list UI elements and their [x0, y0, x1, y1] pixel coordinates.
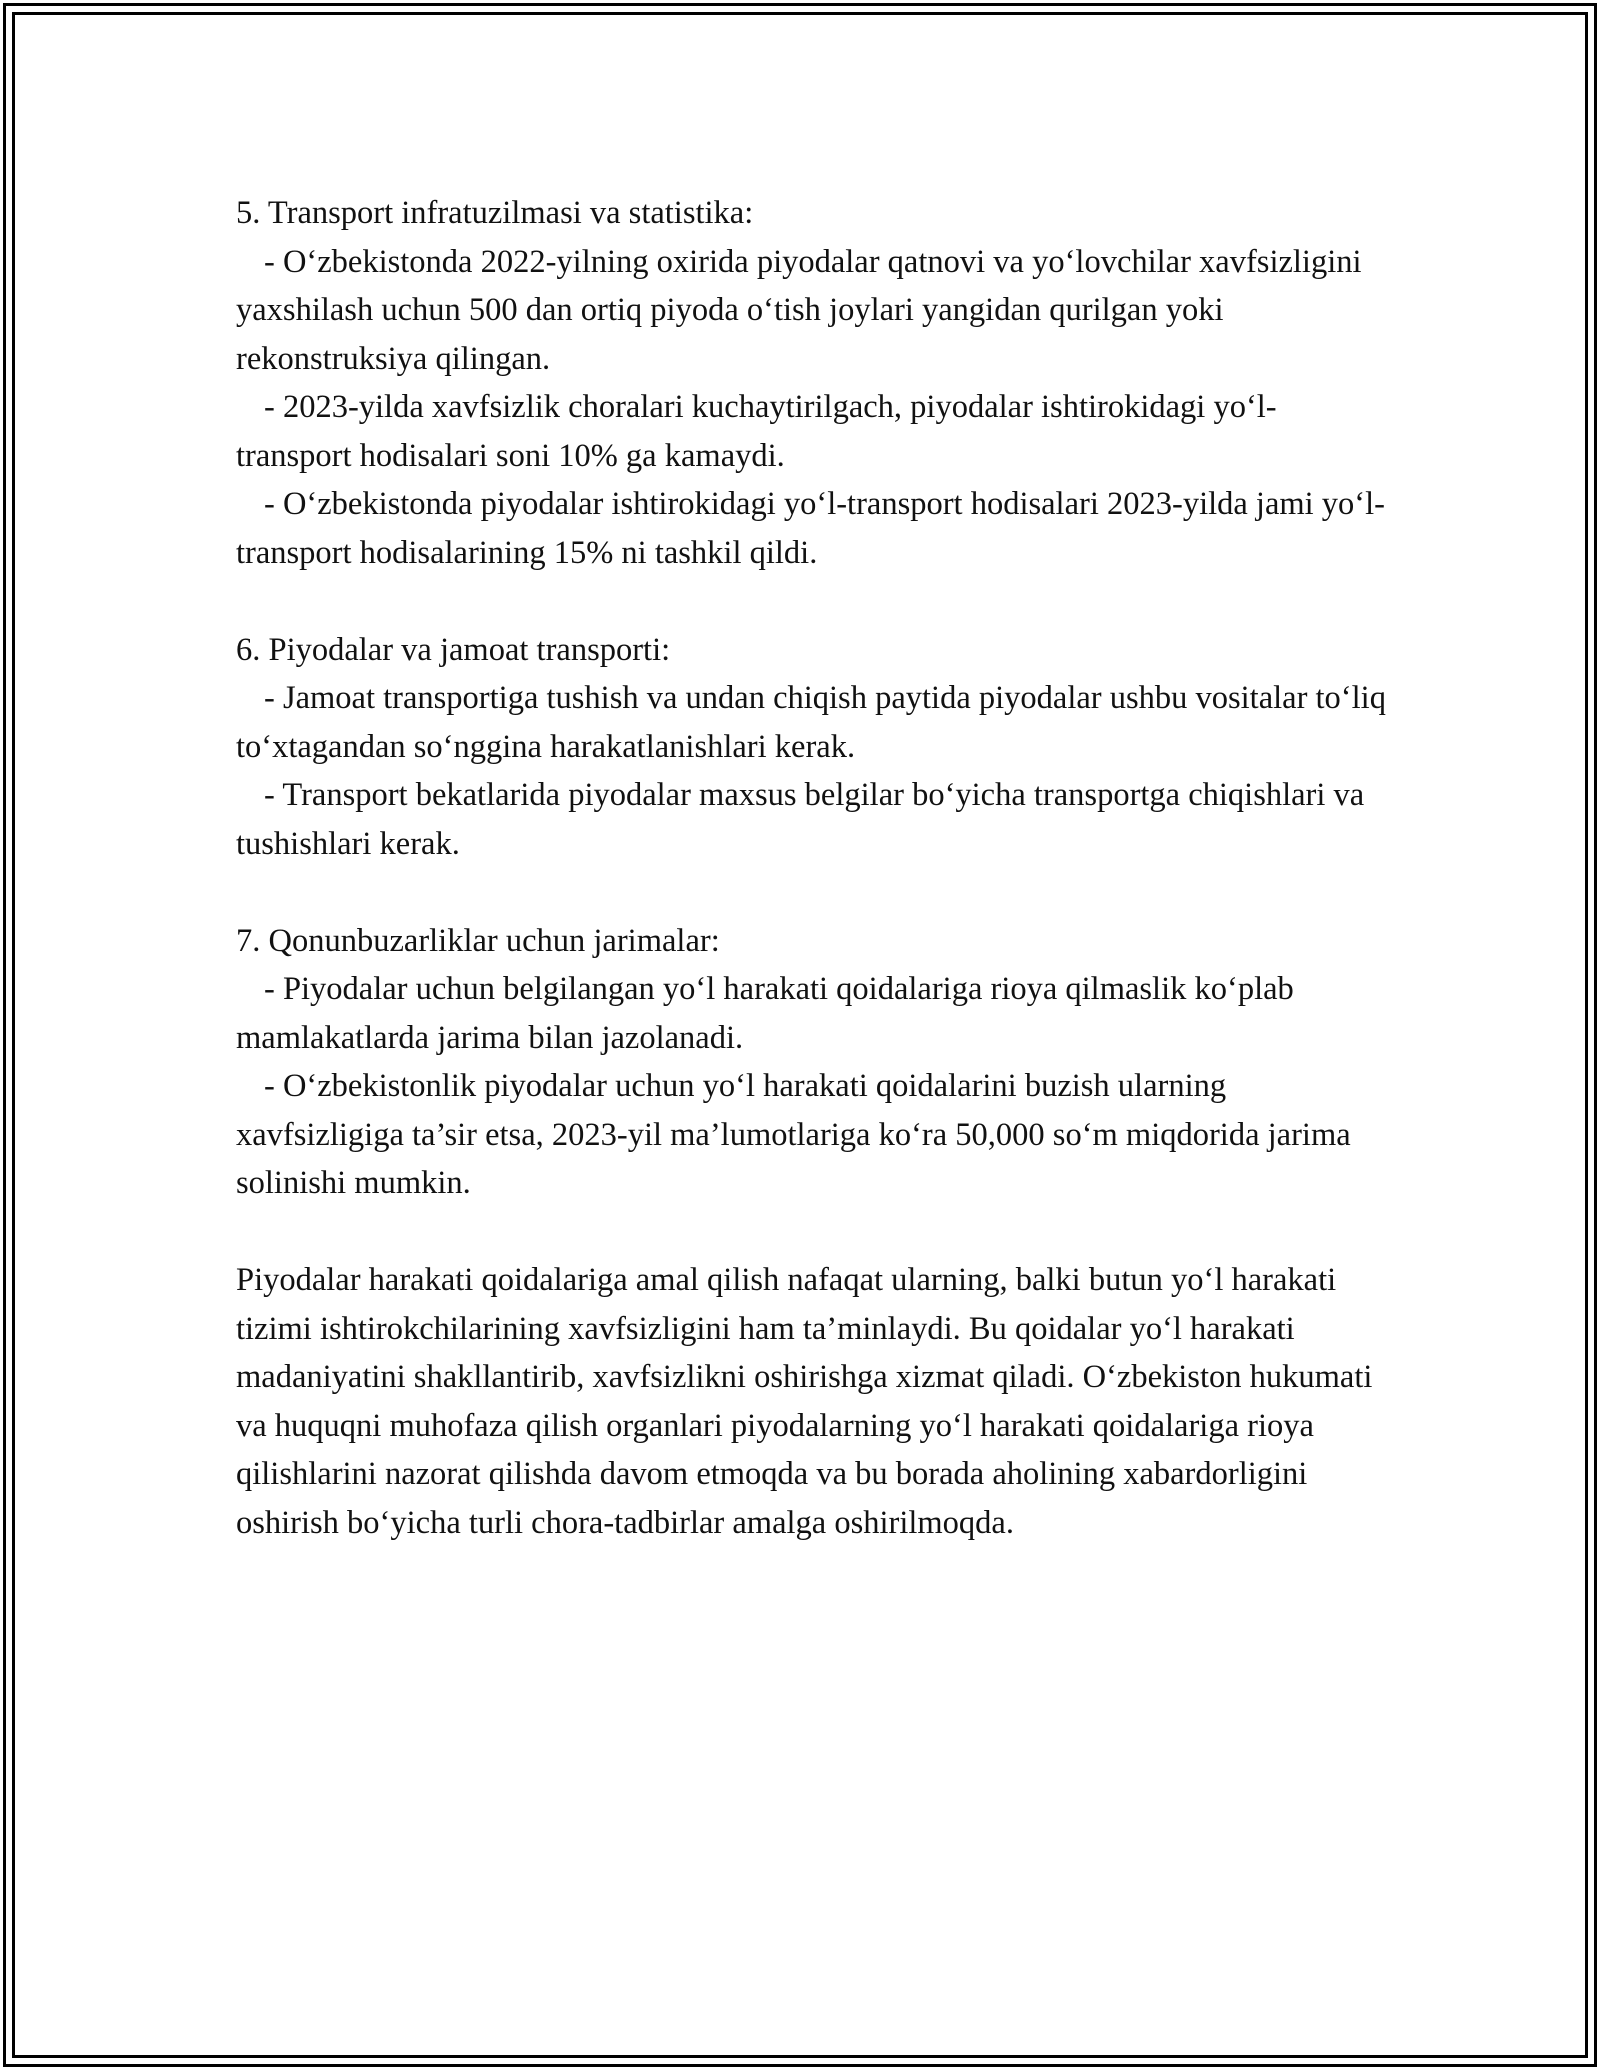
section-public-transport — [236, 626, 1386, 869]
document-body — [236, 189, 1386, 1547]
section-transport-infrastructure — [236, 189, 1386, 577]
section-heading: 6. Piyodalar va jamoat transporti: — [236, 631, 671, 668]
section-fines — [236, 917, 1386, 1208]
section-heading: 7. Qonunbuzarliklar uchun jarimalar: — [236, 922, 720, 959]
section-heading: 5. Transport infratuzilmasi va statistika: — [236, 195, 754, 231]
closing-paragraph: Piyodalar harakati qoidalariga amal qilish nafaqat ularning, balki butun yo‘l harakati tizimi ishtirokchilarining xavfsizligini ham ta’minlaydi. Bu qoidalar yo‘l harakati madaniyatini shakllantirib, xavfsizlikni oshirishga xizmat qiladi. O‘zbekiston hukumati va huquqni muhofaza qilish organlari piyodalarning yo‘l harakati qoidalariga rioya qilishlarini nazorat qilishda davom etmoqda va bu borada aholining xabardorligini oshirish bo‘yicha turli chora-tadbirlar amalga oshirilmoqda. — [236, 1262, 1373, 1541]
bullet-item: - Piyodalar uchun belgilangan yo‘l harakati qoidalariga rioya qilmaslik ko‘plab mamlakatlarda jarima bilan jazolanadi. — [236, 965, 1386, 1062]
bullet-item: - Jamoat transportiga tushish va undan chiqish paytida piyodalar ushbu vositalar to‘liq to‘xtagandan so‘nggina harakatlanishlari kerak. — [236, 674, 1386, 771]
bullet-item: - Transport bekatlarida piyodalar maxsus belgilar bo‘yicha transportga chiqishlari va tushishlari kerak. — [236, 771, 1386, 868]
bullet-item: - O‘zbekistonlik piyodalar uchun yo‘l harakati qoidalarini buzish ularning xavfsizligiga ta’sir etsa, 2023-yil ma’lumotlariga ko‘ra 50,000 so‘m miqdorida jarima solinishi mumkin. — [236, 1062, 1386, 1208]
bullet-item: - O‘zbekistonda piyodalar ishtirokidagi yo‘l-transport hodisalari 2023-yilda jami yo‘l-transport hodisalarining 15% ni tashkil qildi. — [236, 480, 1386, 577]
bullet-item: - 2023-yilda xavfsizlik choralari kuchaytirilgach, piyodalar ishtirokidagi yo‘l-transport hodisalari soni 10% ga kamaydi. — [236, 383, 1386, 480]
bullet-item: - O‘zbekistonda 2022-yilning oxirida piyodalar qatnovi va yo‘lovchilar xavfsizligini yaxshilash uchun 500 dan ortiq piyoda o‘tish joylari yangidan qurilgan yoki rekonstruksiya qilingan. — [236, 238, 1386, 384]
